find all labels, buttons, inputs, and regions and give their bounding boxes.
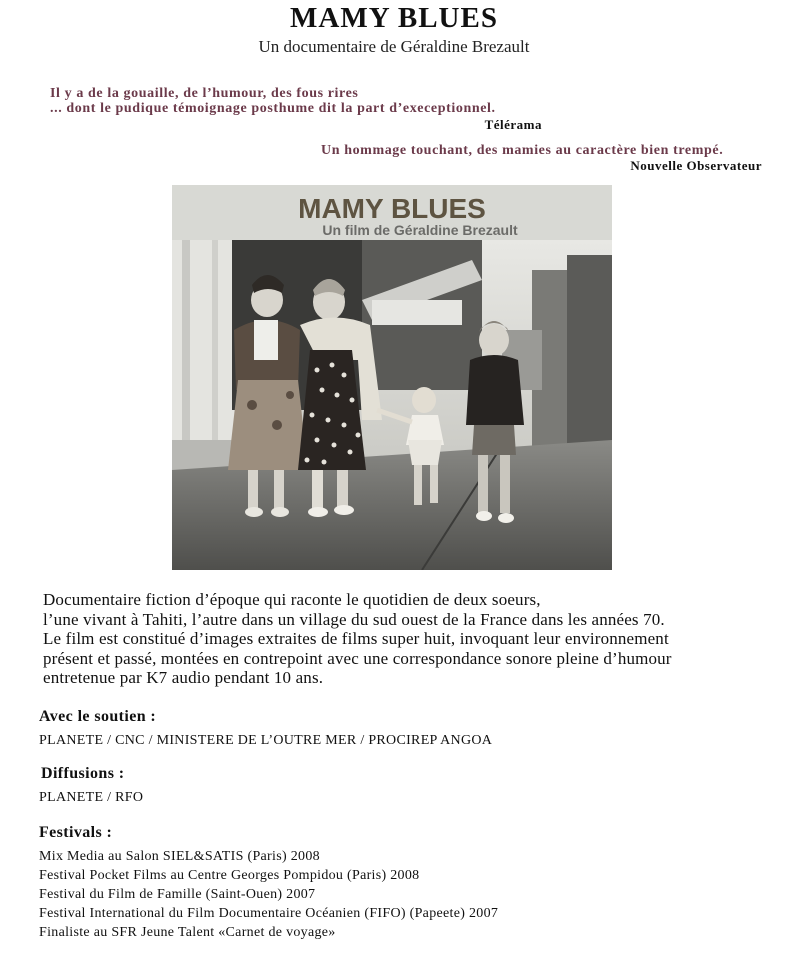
quote-line: Il y a de la gouaille, de l’humour, des fous rires bbox=[50, 86, 359, 101]
diffusions-channels: PLANETE / RFO bbox=[39, 790, 144, 805]
section-heading-festivals: Festivals : bbox=[39, 824, 113, 841]
poster-photo bbox=[172, 240, 612, 570]
description-line: entretenue par K7 audio pendant 10 ans. bbox=[43, 668, 324, 688]
description-line: Le film est constitué d’images extraites de films super huit, invoquant leur environnement bbox=[43, 629, 669, 649]
poster-subtitle: Un film de Géraldine Brezault bbox=[322, 222, 518, 238]
description-line: l’une vivant à Tahiti, l’autre dans un village du sud ouest de la France dans les années 70. bbox=[43, 609, 665, 629]
film-poster bbox=[172, 185, 612, 570]
soutien-partners: PLANETE / CNC / MINISTERE DE L’OUTRE MER / PROCIREP ANGOA bbox=[39, 733, 493, 748]
page-title: MAMY BLUES bbox=[290, 2, 498, 34]
poster-header bbox=[172, 185, 612, 240]
press-quote-nouvel-obs bbox=[321, 143, 723, 158]
film-description bbox=[43, 590, 783, 688]
section-heading-soutien: Avec le soutien : bbox=[39, 708, 157, 725]
description-line: présent et passé, montées en contrepoint avec une correspondance sonore pleine d’humour bbox=[43, 648, 672, 668]
poster-title: MAMY BLUES bbox=[298, 193, 486, 224]
page-subtitle: Un documentaire de Géraldine Brezault bbox=[258, 37, 530, 56]
festival-item: Festival du Film de Famille (Saint-Ouen) 2007 bbox=[39, 887, 316, 902]
quote-line: Un hommage touchant, des mamies au caractère bien trempé. bbox=[321, 143, 724, 158]
festival-item: Mix Media au Salon SIEL&SATIS (Paris) 2008 bbox=[39, 849, 320, 864]
quote-source-nouvel-obs: Nouvelle Observateur bbox=[630, 158, 762, 173]
press-quote-telerama bbox=[50, 86, 496, 116]
quote-source-telerama: Télérama bbox=[484, 117, 542, 132]
section-heading-diffusions: Diffusions : bbox=[41, 765, 125, 782]
festival-item: Festival International du Film Documentaire Océanien (FIFO) (Papeete) 2007 bbox=[39, 906, 499, 921]
quote-line: ... dont le pudique témoignage posthume dit la part d’execeptionnel. bbox=[50, 101, 496, 116]
festival-item: Festival Pocket Films au Centre Georges Pompidou (Paris) 2008 bbox=[39, 868, 420, 883]
festivals-list bbox=[39, 847, 498, 942]
description-line: Documentaire fiction d’époque qui raconte le quotidien de deux soeurs, bbox=[43, 590, 541, 609]
festival-item: Finaliste au SFR Jeune Talent «Carnet de voyage» bbox=[39, 925, 336, 940]
